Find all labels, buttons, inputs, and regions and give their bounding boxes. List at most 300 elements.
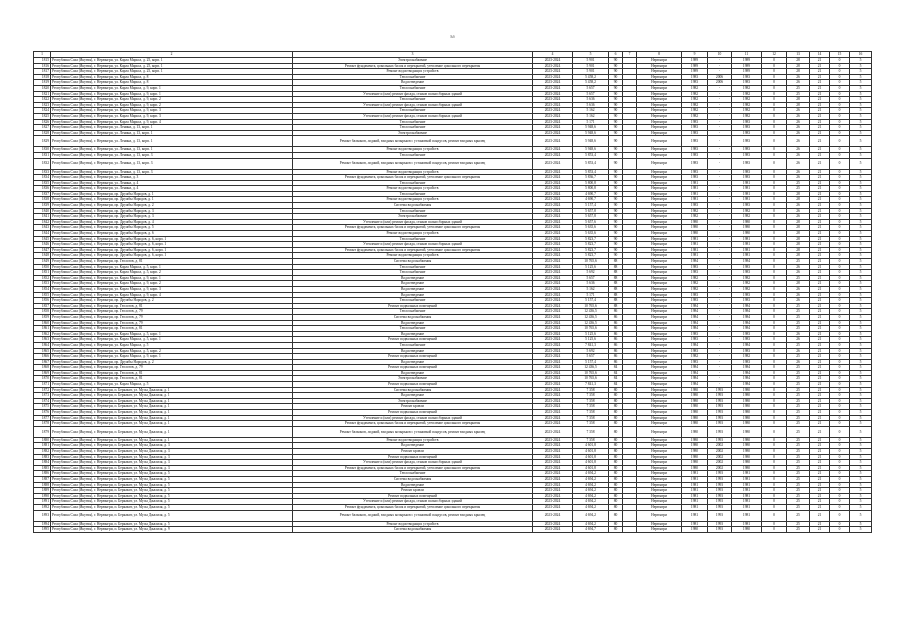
area-cell: 4 694,2 bbox=[573, 476, 609, 482]
area-cell: 5 948,6 bbox=[573, 136, 609, 147]
year-repair-cell: 2002 bbox=[708, 460, 732, 466]
area-cell: 7 358 bbox=[573, 393, 609, 399]
score-cell-14: 0 bbox=[830, 354, 850, 360]
score-cell-11: 0 bbox=[762, 292, 787, 298]
row-number-cell: 1868 bbox=[34, 365, 51, 371]
year-repair-cell: 1993 bbox=[708, 398, 732, 404]
score-cell-11: 0 bbox=[762, 91, 787, 97]
year-base-cell: 1983 bbox=[732, 119, 762, 125]
period-cell: 2023-2024 bbox=[533, 169, 573, 175]
year-built-cell: 1981 bbox=[682, 180, 708, 186]
area-cell: 4 694,2 bbox=[573, 521, 609, 527]
wear-cell: 88 bbox=[609, 270, 623, 276]
score-cell-15: 5 bbox=[850, 63, 872, 69]
score-cell-12: 25 bbox=[787, 443, 810, 449]
period-cell: 2023-2024 bbox=[533, 398, 573, 404]
score-cell-15: 5 bbox=[850, 97, 872, 103]
work-type-cell: Система водоснабжения bbox=[293, 476, 533, 482]
year-base-cell: 1981 bbox=[732, 180, 762, 186]
year-base-cell: 1980 bbox=[732, 387, 762, 393]
score-cell-12: 25 bbox=[787, 493, 810, 499]
period-cell: 2023-2024 bbox=[533, 191, 573, 197]
year-base-cell: 1980 bbox=[732, 231, 762, 237]
work-type-cell: Теплоснабжение bbox=[293, 97, 533, 103]
year-repair-cell: 1993 bbox=[708, 527, 732, 533]
year-base-cell: 1982 bbox=[732, 108, 762, 114]
wear-cell: 90 bbox=[609, 186, 623, 192]
row-number-cell: 1860 bbox=[34, 320, 51, 326]
score-cell-11: 0 bbox=[762, 219, 787, 225]
score-cell-14: 0 bbox=[830, 471, 850, 477]
year-built-cell: 1984 bbox=[682, 309, 708, 315]
area-cell: 4 694,2 bbox=[573, 488, 609, 494]
area-cell: 4 601,8 bbox=[573, 449, 609, 455]
address-cell: Республика Саха (Якутия), г. Нерюнгри, пр. Дружбы Народов, д. 2 bbox=[51, 359, 293, 365]
wear-cell: 80 bbox=[609, 437, 623, 443]
score-cell-15: 5 bbox=[850, 476, 872, 482]
score-cell-13: 21 bbox=[810, 387, 830, 393]
year-repair-cell: - bbox=[708, 359, 732, 365]
score-cell-14: 0 bbox=[830, 376, 850, 382]
wear-cell: 90 bbox=[609, 236, 623, 242]
score-cell-11: 0 bbox=[762, 521, 787, 527]
score-cell-14: 0 bbox=[830, 91, 850, 97]
work-type-cell: Ремонт балконов, лоджий, входных козырьков с установкой пандусов, ремонт входных крылец bbox=[293, 136, 533, 147]
area-cell: 12 436,5 bbox=[573, 309, 609, 315]
municipality-cell: Нерюнгри bbox=[637, 242, 682, 248]
empty-cell bbox=[623, 527, 637, 533]
year-repair-cell: - bbox=[708, 337, 732, 343]
score-cell-11: 0 bbox=[762, 130, 787, 136]
period-cell: 2023-2024 bbox=[533, 91, 573, 97]
municipality-cell: Нерюнгри bbox=[637, 281, 682, 287]
municipality-cell: Нерюнгри bbox=[637, 191, 682, 197]
score-cell-13: 21 bbox=[810, 309, 830, 315]
score-cell-14: 0 bbox=[830, 180, 850, 186]
municipality-cell: Нерюнгри bbox=[637, 80, 682, 86]
row-number-cell: 1891 bbox=[34, 499, 51, 505]
score-cell-12: 25 bbox=[787, 382, 810, 388]
work-type-cell: Теплоснабжение bbox=[293, 342, 533, 348]
wear-cell: 84 bbox=[609, 370, 623, 376]
score-cell-15: 5 bbox=[850, 242, 872, 248]
score-cell-13: 21 bbox=[810, 393, 830, 399]
year-built-cell: 1983 bbox=[682, 80, 708, 86]
area-cell: 7 841,3 bbox=[573, 382, 609, 388]
wear-cell: 90 bbox=[609, 108, 623, 114]
score-cell-13: 21 bbox=[810, 398, 830, 404]
row-number-cell: 1848 bbox=[34, 253, 51, 259]
year-repair-cell: 1993 bbox=[708, 393, 732, 399]
row-number-cell: 1838 bbox=[34, 197, 51, 203]
work-type-cell: Ремонт балконов, лоджий, входных козырьков с установкой пандусов, ремонт входных крылец bbox=[293, 510, 533, 521]
period-cell: 2023-2024 bbox=[533, 404, 573, 410]
row-number-cell: 1823 bbox=[34, 102, 51, 108]
year-repair-cell: - bbox=[708, 292, 732, 298]
work-type-cell: Водоотведение bbox=[293, 331, 533, 337]
score-cell-14: 0 bbox=[830, 298, 850, 304]
score-cell-11: 0 bbox=[762, 426, 787, 437]
year-base-cell: 1980 bbox=[732, 410, 762, 416]
wear-cell: 80 bbox=[609, 393, 623, 399]
score-cell-11: 0 bbox=[762, 337, 787, 343]
score-cell-12: 28 bbox=[787, 69, 810, 75]
score-cell-14: 0 bbox=[830, 286, 850, 292]
area-cell: 5 162 bbox=[573, 286, 609, 292]
year-repair-cell: - bbox=[708, 365, 732, 371]
row-number-cell: 1817 bbox=[34, 69, 51, 75]
municipality-cell: Нерюнгри bbox=[637, 275, 682, 281]
year-built-cell: 1982 bbox=[682, 275, 708, 281]
work-type-cell: Ремонт подвальных помещений bbox=[293, 410, 533, 416]
year-built-cell: 1983 bbox=[682, 74, 708, 80]
year-repair-cell: - bbox=[708, 97, 732, 103]
row-number-cell: 1870 bbox=[34, 376, 51, 382]
area-cell: 5 657 bbox=[573, 275, 609, 281]
period-cell: 2023-2024 bbox=[533, 175, 573, 181]
score-cell-13: 21 bbox=[810, 69, 830, 75]
table-row bbox=[34, 415, 872, 421]
score-cell-13: 21 bbox=[810, 370, 830, 376]
year-built-cell: 1980 bbox=[682, 421, 708, 427]
wear-cell: 90 bbox=[609, 197, 623, 203]
year-built-cell: 1983 bbox=[682, 136, 708, 147]
score-cell-15: 5 bbox=[850, 231, 872, 237]
score-cell-13: 21 bbox=[810, 286, 830, 292]
year-built-cell: 1983 bbox=[682, 147, 708, 153]
year-built-cell: 1981 bbox=[682, 186, 708, 192]
period-cell: 2023-2024 bbox=[533, 203, 573, 209]
score-cell-14: 0 bbox=[830, 186, 850, 192]
address-cell: Республика Саха (Якутия), г. Нерюнгри, пр. Геологов, д. 81 bbox=[51, 303, 293, 309]
year-built-cell: 1984 bbox=[682, 370, 708, 376]
period-cell: 2023-2024 bbox=[533, 97, 573, 103]
year-repair-cell: - bbox=[708, 259, 732, 265]
wear-cell: 80 bbox=[609, 527, 623, 533]
address-cell: Республика Саха (Якутия), г. Нерюнгри, ул. Карла Маркса, д. 5, корп. 2 bbox=[51, 348, 293, 354]
score-cell-14: 0 bbox=[830, 130, 850, 136]
row-number-cell: 1871 bbox=[34, 382, 51, 388]
period-cell: 2023-2024 bbox=[533, 286, 573, 292]
score-cell-15: 5 bbox=[850, 488, 872, 494]
period-cell: 2023-2024 bbox=[533, 326, 573, 332]
area-cell: 5 692 bbox=[573, 270, 609, 276]
row-number-cell: 1885 bbox=[34, 465, 51, 471]
score-cell-12: 26 bbox=[787, 74, 810, 80]
period-cell: 2023-2024 bbox=[533, 130, 573, 136]
municipality-cell: Нерюнгри bbox=[637, 102, 682, 108]
score-cell-12: 26 bbox=[787, 208, 810, 214]
wear-cell: 80 bbox=[609, 454, 623, 460]
area-cell: 5 657,8 bbox=[573, 214, 609, 220]
year-base-cell: 1981 bbox=[732, 499, 762, 505]
address-cell: Республика Саха (Якутия), г. Нерюнгри, п. Беркакит, ул. Мусы Джалиля, д. 1 bbox=[51, 410, 293, 416]
column-header-11: 11 bbox=[732, 52, 762, 58]
wear-cell: 90 bbox=[609, 214, 623, 220]
municipality-cell: Нерюнгри bbox=[637, 108, 682, 114]
wear-cell: 84 bbox=[609, 376, 623, 382]
wear-cell: 90 bbox=[609, 219, 623, 225]
municipality-cell: Нерюнгри bbox=[637, 510, 682, 521]
year-base-cell: 1981 bbox=[732, 510, 762, 521]
score-cell-12: 26 bbox=[787, 125, 810, 131]
period-cell: 2023-2024 bbox=[533, 242, 573, 248]
score-cell-11: 0 bbox=[762, 231, 787, 237]
score-cell-13: 21 bbox=[810, 493, 830, 499]
year-repair-cell: - bbox=[708, 180, 732, 186]
row-number-cell: 1818 bbox=[34, 74, 51, 80]
score-cell-11: 0 bbox=[762, 152, 787, 158]
period-cell: 2023-2024 bbox=[533, 314, 573, 320]
year-repair-cell: - bbox=[708, 382, 732, 388]
area-cell: 7 841,3 bbox=[573, 342, 609, 348]
year-base-cell: 1980 bbox=[732, 398, 762, 404]
year-built-cell: 1984 bbox=[682, 376, 708, 382]
wear-cell: 80 bbox=[609, 476, 623, 482]
score-cell-14: 0 bbox=[830, 499, 850, 505]
year-repair-cell: 1993 bbox=[708, 499, 732, 505]
score-cell-11: 0 bbox=[762, 454, 787, 460]
period-cell: 2023-2024 bbox=[533, 476, 573, 482]
area-cell: 4 694,2 bbox=[573, 504, 609, 510]
row-number-cell: 1867 bbox=[34, 359, 51, 365]
wear-cell: 90 bbox=[609, 242, 623, 248]
year-base-cell: 1983 bbox=[732, 298, 762, 304]
score-cell-12: 25 bbox=[787, 404, 810, 410]
wear-cell: 86 bbox=[609, 331, 623, 337]
municipality-cell: Нерюнгри bbox=[637, 175, 682, 181]
municipality-cell: Нерюнгри bbox=[637, 488, 682, 494]
year-base-cell: 1989 bbox=[732, 69, 762, 75]
score-cell-13: 21 bbox=[810, 152, 830, 158]
municipality-cell: Нерюнгри bbox=[637, 326, 682, 332]
municipality-cell: Нерюнгри bbox=[637, 387, 682, 393]
area-cell: 5 853,4 bbox=[573, 158, 609, 169]
year-base-cell: 1980 bbox=[732, 454, 762, 460]
score-cell-15: 5 bbox=[850, 270, 872, 276]
address-cell: Республика Саха (Якутия), г. Нерюнгри, п. Беркакит, ул. Мусы Джалиля, д. 5 bbox=[51, 510, 293, 521]
score-cell-11: 0 bbox=[762, 460, 787, 466]
row-number-cell: 1831 bbox=[34, 152, 51, 158]
table-row bbox=[34, 91, 872, 97]
row-number-cell: 1894 bbox=[34, 521, 51, 527]
year-base-cell: 1984 bbox=[732, 376, 762, 382]
year-repair-cell: - bbox=[708, 186, 732, 192]
score-cell-11: 0 bbox=[762, 136, 787, 147]
year-repair-cell: 1993 bbox=[708, 510, 732, 521]
period-cell: 2023-2024 bbox=[533, 437, 573, 443]
year-base-cell: 1981 bbox=[732, 521, 762, 527]
score-cell-11: 0 bbox=[762, 488, 787, 494]
year-built-cell: 1984 bbox=[682, 326, 708, 332]
address-cell: Республика Саха (Якутия), г. Нерюнгри, пр. Дружбы Народов, д. 1 bbox=[51, 191, 293, 197]
score-cell-14: 0 bbox=[830, 231, 850, 237]
row-number-cell: 1874 bbox=[34, 398, 51, 404]
wear-cell: 90 bbox=[609, 63, 623, 69]
score-cell-14: 0 bbox=[830, 476, 850, 482]
year-built-cell: 1982 bbox=[682, 85, 708, 91]
score-cell-15: 5 bbox=[850, 186, 872, 192]
address-cell: Республика Саха (Якутия), г. Нерюнгри, п. Беркакит, ул. Мусы Джалиля, д. 5 bbox=[51, 493, 293, 499]
score-cell-15: 5 bbox=[850, 382, 872, 388]
score-cell-14: 0 bbox=[830, 281, 850, 287]
row-number-cell: 1843 bbox=[34, 225, 51, 231]
score-cell-15: 5 bbox=[850, 370, 872, 376]
municipality-cell: Нерюнгри bbox=[637, 376, 682, 382]
address-cell: Республика Саха (Якутия), г. Нерюнгри, пр. Дружбы Народов, д. 2 bbox=[51, 203, 293, 209]
year-repair-cell: - bbox=[708, 203, 732, 209]
row-number-cell: 1841 bbox=[34, 214, 51, 220]
period-cell: 2023-2024 bbox=[533, 426, 573, 437]
row-number-cell: 1840 bbox=[34, 208, 51, 214]
period-cell: 2023-2024 bbox=[533, 292, 573, 298]
municipality-cell: Нерюнгри bbox=[637, 449, 682, 455]
column-header-8: 8 bbox=[637, 52, 682, 58]
score-cell-13: 21 bbox=[810, 337, 830, 343]
year-built-cell: 1980 bbox=[682, 225, 708, 231]
municipality-cell: Нерюнгри bbox=[637, 437, 682, 443]
year-repair-cell: - bbox=[708, 281, 732, 287]
score-cell-15: 5 bbox=[850, 504, 872, 510]
year-repair-cell: 1993 bbox=[708, 410, 732, 416]
score-cell-12: 25 bbox=[787, 370, 810, 376]
score-cell-12: 25 bbox=[787, 365, 810, 371]
score-cell-14: 0 bbox=[830, 426, 850, 437]
period-cell: 2023-2024 bbox=[533, 275, 573, 281]
year-repair-cell: - bbox=[708, 348, 732, 354]
wear-cell: 90 bbox=[609, 158, 623, 169]
score-cell-15: 5 bbox=[850, 365, 872, 371]
area-cell: 7 358 bbox=[573, 387, 609, 393]
year-base-cell: 1982 bbox=[732, 102, 762, 108]
period-cell: 2023-2024 bbox=[533, 85, 573, 91]
score-cell-14: 0 bbox=[830, 270, 850, 276]
work-type-cell: Система водоснабжения bbox=[293, 259, 533, 265]
period-cell: 2023-2024 bbox=[533, 119, 573, 125]
score-cell-15: 5 bbox=[850, 376, 872, 382]
year-repair-cell: 1993 bbox=[708, 387, 732, 393]
score-cell-11: 0 bbox=[762, 169, 787, 175]
work-type-cell: Ремонт кровли bbox=[293, 488, 533, 494]
wear-cell: 90 bbox=[609, 152, 623, 158]
score-cell-15: 5 bbox=[850, 320, 872, 326]
row-number-cell: 1872 bbox=[34, 387, 51, 393]
score-cell-15: 5 bbox=[850, 147, 872, 153]
wear-cell: 90 bbox=[609, 91, 623, 97]
address-cell: Республика Саха (Якутия), г. Нерюнгри, ул. Ленина, д. 13, корп. 3 bbox=[51, 158, 293, 169]
year-built-cell: 1980 bbox=[682, 393, 708, 399]
score-cell-13: 21 bbox=[810, 97, 830, 103]
area-cell: 4 694,2 bbox=[573, 471, 609, 477]
period-cell: 2023-2024 bbox=[533, 231, 573, 237]
address-cell: Республика Саха (Якутия), г. Нерюнгри, ул. Карла Маркса, д. 5, корп. 1 bbox=[51, 337, 293, 343]
score-cell-12: 25 bbox=[787, 320, 810, 326]
area-cell: 4 601,8 bbox=[573, 454, 609, 460]
score-cell-13: 21 bbox=[810, 136, 830, 147]
score-cell-13: 21 bbox=[810, 298, 830, 304]
wear-cell: 90 bbox=[609, 180, 623, 186]
address-cell: Республика Саха (Якутия), г. Нерюнгри, п. Беркакит, ул. Мусы Джалиля, д. 1 bbox=[51, 404, 293, 410]
score-cell-12: 25 bbox=[787, 91, 810, 97]
year-base-cell: 1983 bbox=[732, 264, 762, 270]
year-base-cell: 1981 bbox=[732, 191, 762, 197]
work-type-cell: Водоотведение bbox=[293, 482, 533, 488]
score-cell-11: 0 bbox=[762, 320, 787, 326]
score-cell-13: 21 bbox=[810, 320, 830, 326]
score-cell-12: 25 bbox=[787, 471, 810, 477]
period-cell: 2023-2024 bbox=[533, 219, 573, 225]
table-row bbox=[34, 465, 872, 471]
score-cell-12: 28 bbox=[787, 231, 810, 237]
score-cell-14: 0 bbox=[830, 197, 850, 203]
score-cell-15: 5 bbox=[850, 197, 872, 203]
score-cell-15: 5 bbox=[850, 175, 872, 181]
row-number-cell: 1833 bbox=[34, 169, 51, 175]
score-cell-15: 5 bbox=[850, 275, 872, 281]
period-cell: 2023-2024 bbox=[533, 443, 573, 449]
address-cell: Республика Саха (Якутия), г. Нерюнгри, ул. Карла Маркса, д. 5 bbox=[51, 342, 293, 348]
score-cell-11: 0 bbox=[762, 370, 787, 376]
wear-cell: 90 bbox=[609, 58, 623, 64]
score-cell-11: 0 bbox=[762, 180, 787, 186]
score-cell-14: 0 bbox=[830, 382, 850, 388]
area-cell: 10 765,6 bbox=[573, 259, 609, 265]
score-cell-14: 0 bbox=[830, 191, 850, 197]
score-cell-14: 0 bbox=[830, 74, 850, 80]
score-cell-14: 0 bbox=[830, 119, 850, 125]
period-cell: 2023-2024 bbox=[533, 180, 573, 186]
score-cell-15: 5 bbox=[850, 421, 872, 427]
score-cell-13: 21 bbox=[810, 314, 830, 320]
score-cell-12: 28 bbox=[787, 63, 810, 69]
row-number-cell: 1852 bbox=[34, 275, 51, 281]
wear-cell: 90 bbox=[609, 80, 623, 86]
score-cell-14: 0 bbox=[830, 275, 850, 281]
row-number-cell: 1877 bbox=[34, 415, 51, 421]
score-cell-14: 0 bbox=[830, 236, 850, 242]
table-row bbox=[34, 247, 872, 253]
score-cell-15: 5 bbox=[850, 169, 872, 175]
address-cell: Республика Саха (Якутия), г. Нерюнгри, ул. Ленина, д. 4 bbox=[51, 180, 293, 186]
period-cell: 2023-2024 bbox=[533, 449, 573, 455]
work-type-cell: Теплоснабжение bbox=[293, 108, 533, 114]
work-type-cell: Ремонт подвальных помещений bbox=[293, 382, 533, 388]
year-base-cell: 1980 bbox=[732, 437, 762, 443]
score-cell-14: 0 bbox=[830, 482, 850, 488]
wear-cell: 90 bbox=[609, 74, 623, 80]
work-type-cell: Ремонт подвальных помещений bbox=[293, 354, 533, 360]
year-base-cell: 1981 bbox=[732, 482, 762, 488]
score-cell-12: 26 bbox=[787, 331, 810, 337]
score-cell-15: 5 bbox=[850, 80, 872, 86]
address-cell: Республика Саха (Якутия), г. Нерюнгри, ул. Карла Маркса, д. 5 bbox=[51, 382, 293, 388]
municipality-cell: Нерюнгри bbox=[637, 85, 682, 91]
score-cell-14: 0 bbox=[830, 510, 850, 521]
score-cell-12: 26 bbox=[787, 169, 810, 175]
period-cell: 2023-2024 bbox=[533, 158, 573, 169]
score-cell-13: 21 bbox=[810, 454, 830, 460]
area-cell: 5 125,6 bbox=[573, 337, 609, 343]
score-cell-14: 0 bbox=[830, 393, 850, 399]
year-base-cell: 1981 bbox=[732, 186, 762, 192]
score-cell-11: 0 bbox=[762, 125, 787, 131]
year-base-cell: 1984 bbox=[732, 370, 762, 376]
period-cell: 2023-2024 bbox=[533, 225, 573, 231]
score-cell-13: 21 bbox=[810, 527, 830, 533]
table-row bbox=[34, 527, 872, 533]
year-repair-cell: - bbox=[708, 275, 732, 281]
score-cell-14: 0 bbox=[830, 342, 850, 348]
